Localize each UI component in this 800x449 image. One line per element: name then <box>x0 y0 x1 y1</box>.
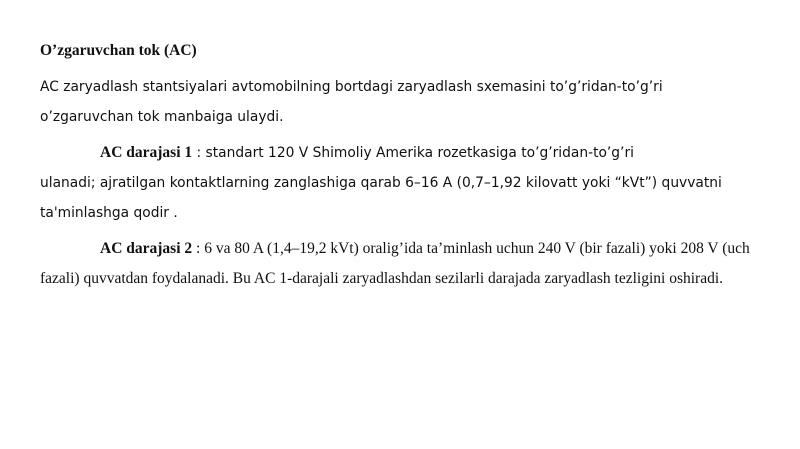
ac-level-1-paragraph <box>40 138 760 228</box>
ac-level-2-text: : 6 va 80 A (1,4–19,2 kVt) oralig’ida ta’minlash uchun 240 V (bir fazali) yoki 208 V (uch fazali) quvvatdan foydalanadi. Bu AC 1-darajali zaryadlashdan sezilarli darajada zaryadlash tezligini oshiradi. <box>40 240 750 287</box>
ac-level-1-title: AC darajasi 1 <box>100 144 193 161</box>
document-page <box>40 37 760 300</box>
section-heading: O’zgaruvchan tok (AC) <box>40 42 197 59</box>
intro-paragraph: AC zaryadlash stantsiyalari avtomobilning bortdagi zaryadlash sxemasini to’g’ridan-to’g’ri o’zgaruvchan tok manbaiga ulaydi. <box>40 79 663 125</box>
ac-level-1-text-line1: : standart 120 V Shimoliy Amerika rozetkasiga to’g’ridan-to’g’ri <box>192 145 634 161</box>
ac-level-2-paragraph <box>40 234 760 294</box>
ac-level-1-text-line2: ulanadi; ajratilgan kontaktlarning zanglashiga qarab 6–16 A (0,7–1,92 kilovatt yoki “kVt”) quvvatni ta'minlashga qodir . <box>40 175 722 221</box>
ac-level-2-title: AC darajasi 2 <box>100 240 193 257</box>
